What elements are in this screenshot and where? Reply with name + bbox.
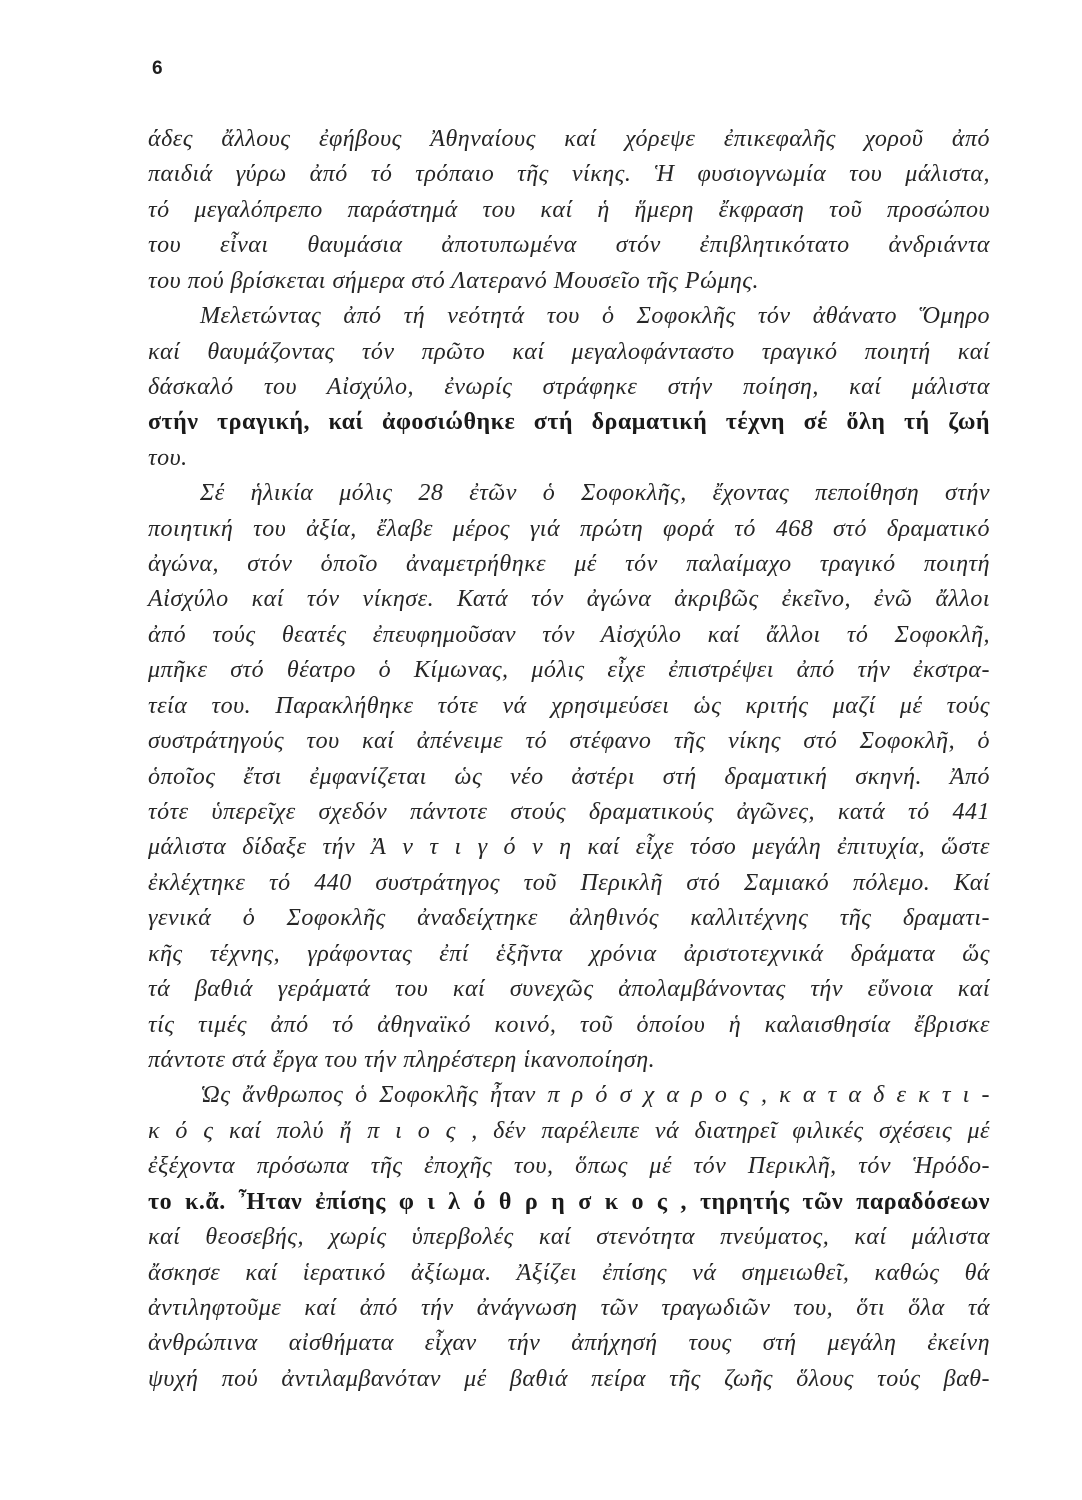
text-line: ποιητική του ἀξία, ἔλαβε μέρος γιά πρώτη φορά τό 468 στό δραματικό (148, 515, 990, 542)
text-line: του πού βρίσκεται σήμερα στό Λατερανό Μουσεῖο τῆς Ρώμης. (148, 267, 760, 294)
text-line: ἀπό τούς θεατές ἐπευφημοῦσαν τόν Αἰσχύλο καί ἄλλοι τό Σοφοκλῆ, (148, 621, 990, 648)
text-line: κῆς τέχνης, γράφοντας ἐπί ἑξῆντα χρόνια ἀριστοτεχνικά δράματα ὥς (148, 940, 990, 967)
text-line: παιδιά γύρω ἀπό τό τρόπαιο τῆς νίκης. Ἡ φυσιογνωμία του μάλιστα, (148, 161, 990, 188)
paragraph (148, 122, 990, 299)
text-line: γενικά ὁ Σοφοκλῆς ἀναδείχτηκε ἀληθινός καλλιτέχνης τῆς δραματι- (148, 905, 990, 932)
text-line: καί θεοσεβής, χωρίς ὑπερβολές καί στενότητα πνεύματος, καί μάλιστα (148, 1224, 990, 1251)
text-line: μάλιστα δίδαξε τήν Ἀ ν τ ι γ ό ν η καί εἶχε τόσο μεγάλη ἐπιτυχία, ὥστε (148, 834, 990, 861)
text-line: Σέ ἡλικία μόλις 28 ἐτῶν ὁ Σοφοκλῆς, ἔχοντας πεποίθηση στήν (200, 480, 990, 507)
text-line: συστράτηγούς του καί ἀπένειμε τό στέφανο τῆς νίκης στό Σοφοκλῆ, ὁ (148, 728, 990, 755)
text-line: πάντοτε στά ἔργα του τήν πληρέστερη ἱκανοποίηση. (148, 1046, 656, 1073)
text-line: ἄσκησε καί ἱερατικό ἀξίωμα. Ἀξίζει ἐπίσης νά σημειωθεῖ, καθώς θά (148, 1259, 990, 1286)
text-line: ὁποῖος ἔτσι ἐμφανίζεται ὡς νέο ἀστέρι στή δραματική σκηνή. Ἀπό (148, 763, 990, 790)
text-line: ἐξέχοντα πρόσωπα τῆς ἐποχῆς του, ὅπως μέ τόν Περικλῆ, τόν Ἡρόδο- (148, 1153, 990, 1180)
text-line: μπῆκε στό θέατρο ὁ Κίμωνας, μόλις εἶχε ἐπιστρέψει ἀπό τήν ἐκστρα- (148, 657, 990, 684)
text-line: καί θαυμάζοντας τόν πρῶτο καί μεγαλοφάνταστο τραγικό ποιητή καί (148, 338, 990, 365)
text-line: Αἰσχύλο καί τόν νίκησε. Κατά τόν ἀγώνα ἀκριβῶς ἐκεῖνο, ἐνῶ ἄλλοι (148, 586, 990, 613)
text-line: τότε ὑπερεῖχε σχεδόν πάντοτε στούς δραματικούς ἀγῶνες, κατά τό 441 (148, 799, 990, 826)
paragraph (148, 476, 990, 1078)
text-line: το κ.ἄ. Ἦταν ἐπίσης φ ι λ ό θ ρ η σ κ ο ς , τηρητής τῶν παραδόσεων (148, 1188, 990, 1215)
text-line: δάσκαλό του Αἰσχύλο, ἐνωρίς στράφηκε στήν ποίηση, καί μάλιστα (148, 373, 990, 400)
text-line: ἀντιληφτοῦμε καί ἀπό τήν ἀνάγνωση τῶν τραγωδιῶν του, ὅτι ὅλα τά (148, 1294, 990, 1321)
text-line: τό μεγαλόπρεπο παράστημά του καί ἡ ἥμερη ἔκφραση τοῦ προσώπου (148, 196, 990, 223)
text-line: ἀγώνα, στόν ὁποῖο ἀναμετρήθηκε μέ τόν παλαίμαχο τραγικό ποιητή (148, 551, 990, 578)
text-line: κ ό ς καί πολύ ἤ π ι ο ς , δέν παρέλειπε νά διατηρεῖ φιλικές σχέσεις μέ (148, 1117, 990, 1144)
paragraph (148, 299, 990, 476)
text-line: στήν τραγική, καί ἀφοσιώθηκε στή δραματική τέχνη σέ ὅλη τή ζωή (148, 409, 990, 436)
text-line: του. (148, 444, 188, 471)
page-number: 6 (152, 58, 163, 79)
text-line: Ὡς ἄνθρωπος ὁ Σοφοκλῆς ἦταν π ρ ό σ χ α ρ ο ς , κ α τ α δ ε κ τ ι - (200, 1082, 990, 1109)
text-line: ἀνθρώπινα αἰσθήματα εἶχαν τήν ἀπήχησή τους στή μεγάλη ἐκείνη (148, 1330, 990, 1357)
text-line: ἐκλέχτηκε τό 440 συστράτηγος τοῦ Περικλῆ στό Σαμιακό πόλεμο. Καί (148, 869, 990, 896)
body-text (148, 122, 990, 1397)
text-line: του εἶναι θαυμάσια ἀποτυπωμένα στόν ἐπιβλητικότατο ἀνδριάντα (148, 232, 990, 259)
text-line: τίς τιμές ἀπό τό ἀθηναϊκό κοινό, τοῦ ὁποίου ἡ καλαισθησία ἔβρισκε (148, 1011, 990, 1038)
paragraph (148, 1078, 990, 1397)
text-line: τεία του. Παρακλήθηκε τότε νά χρησιμεύσει ὡς κριτής μαζί μέ τούς (148, 692, 990, 719)
text-line: τά βαθιά γεράματά του καί συνεχῶς ἀπολαμβάνοντας τήν εὔνοια καί (148, 976, 990, 1003)
text-line: Μελετώντας ἀπό τή νεότητά του ὁ Σοφοκλῆς τόν ἀθάνατο Ὅμηρο (200, 303, 990, 330)
text-line: άδες ἄλλους ἐφήβους Ἀθηναίους καί χόρεψε ἐπικεφαλῆς χοροῦ ἀπό (148, 126, 990, 152)
text-line: ψυχή πού ἀντιλαμβανόταν μέ βαθιά πείρα τῆς ζωῆς ὅλους τούς βαθ- (148, 1365, 990, 1392)
